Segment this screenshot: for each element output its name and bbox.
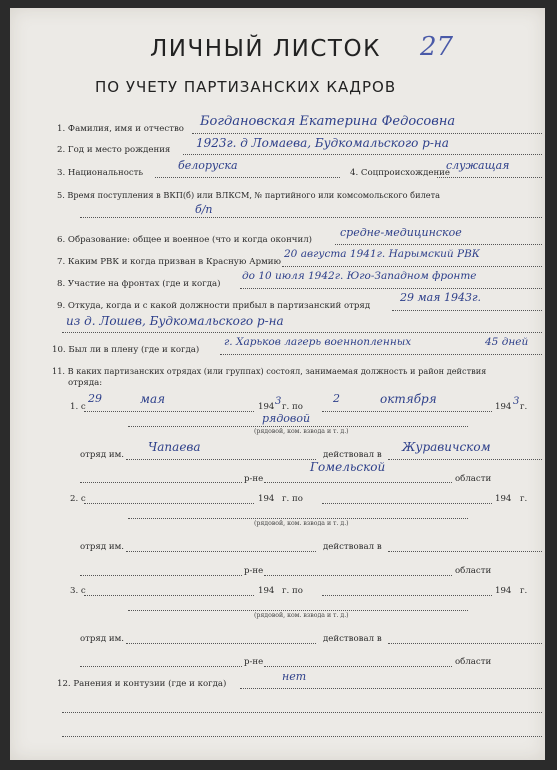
entry-3-oblast-label: области (455, 657, 492, 667)
entry-3-acted-line (388, 643, 542, 644)
entry-3-to-suffix: г. (520, 586, 528, 596)
field-7-label: 7. Каким РВК и когда призван в Красную Армию (57, 257, 281, 267)
field-9-line (392, 310, 542, 311)
field-2-label: 2. Год и место рождения (57, 145, 171, 155)
form-title: ЛИЧНЫЙ ЛИСТОК (150, 36, 381, 62)
entry-3-to-year: 194 (495, 586, 512, 596)
entry-2-from-suffix: г. по (282, 494, 303, 504)
entry-1-to-month: октября (380, 392, 437, 406)
field-12-value: нет (282, 670, 307, 683)
field-2-value: 1923г. д Ломаева, Будкомальского р-на (196, 136, 449, 150)
entry-3-position-line (128, 610, 468, 611)
entry-2-oblast-line (264, 575, 452, 576)
field-6-label: 6. Образование: общее и военное (что и когда окончил) (57, 235, 313, 245)
entry-2-raion-label: р-не (244, 566, 264, 576)
field-12-line-2 (62, 712, 542, 713)
entry-1-from-year-digit: 3 (275, 396, 282, 407)
entry-2-oblast-label: области (455, 566, 492, 576)
field-12-label: 12. Ранения и контузии (где и когда) (57, 679, 227, 689)
field-7-value: 20 августа 1941г. Нарымский РВК (284, 248, 480, 260)
field-3-line (155, 177, 340, 178)
entry-1-acted-line (388, 459, 542, 460)
entry-2-caption: (рядовой, ком. взвода и т. д.) (254, 520, 349, 527)
field-8-value: до 10 июля 1942г. Юго-Западном фронте (242, 270, 477, 282)
entry-1-raion-label: р-не (244, 474, 264, 484)
entry-3-caption: (рядовой, ком. взвода и т. д.) (254, 612, 349, 619)
entry-2-from-year: 194 (258, 494, 275, 504)
field-4-label: 4. Соцпроисхождение (350, 168, 450, 178)
entry-1-raion-line (80, 482, 242, 483)
entry-2-position-line (128, 518, 468, 519)
field-7-line (282, 266, 542, 267)
entry-1-acted-value: Журавичском (402, 440, 491, 454)
entry-1-to-suffix: г. (520, 402, 528, 412)
field-11-label-cont: отряда: (68, 378, 103, 388)
entry-3-unit-line (126, 643, 316, 644)
entry-1-region-value: Гомельской (310, 460, 386, 474)
entry-3-unit-label: отряд им. (80, 634, 125, 644)
entry-1-from-line (84, 411, 254, 412)
entry-1-from-suffix: г. по (282, 402, 303, 412)
field-5-value: б/п (195, 203, 213, 216)
entry-3-from-line (84, 595, 254, 596)
field-4-line (437, 177, 542, 178)
field-9-value-line2: из д. Лошев, Будкомальского р-на (66, 314, 284, 328)
field-11-label: 11. В каких партизанских отрядах (или группах) состоял, занимаемая должность и район действия (52, 366, 487, 376)
entry-2-to-year: 194 (495, 494, 512, 504)
handwritten-number-mark: 27 (420, 32, 454, 62)
entry-1-position-line (128, 426, 468, 427)
field-10-value: г. Харьков лагерь военнопленных (224, 336, 412, 348)
field-10-line (220, 354, 542, 355)
field-12-line-3 (62, 736, 542, 737)
field-8-label: 8. Участие на фронтах (где и когда) (57, 279, 221, 289)
entry-2-unit-label: отряд им. (80, 542, 125, 552)
field-6-line (335, 244, 542, 245)
entry-2-raion-line (80, 575, 242, 576)
field-12-line (240, 688, 542, 689)
field-9-value-date: 29 мая 1943г. (400, 291, 482, 304)
entry-3-from-year: 194 (258, 586, 275, 596)
entry-2-acted-line (388, 551, 542, 552)
entry-1-position: рядовой (262, 412, 311, 425)
entry-2-to-line (322, 503, 492, 504)
field-4-value: служащая (446, 159, 510, 172)
entry-2-from-line (84, 503, 254, 504)
entry-3-raion-label: р-не (244, 657, 264, 667)
field-3-value: белоруска (178, 159, 238, 172)
field-5-line (80, 217, 542, 218)
entry-1-from-month: мая (140, 392, 166, 406)
entry-1-to-year-digit: 3 (513, 396, 520, 407)
field-1-label: 1. Фамилия, имя и отчество (57, 124, 184, 134)
field-6-value: средне-медицинское (340, 226, 462, 239)
entry-2-to-suffix: г. (520, 494, 528, 504)
entry-3-to-line (322, 595, 492, 596)
entry-3-raion-line (80, 666, 242, 667)
entry-1-unit-label: отряд им. (80, 450, 125, 460)
entry-3-num: 3. с (70, 586, 86, 596)
entry-3-acted-label: действовал в (323, 634, 382, 644)
entry-1-caption: (рядовой, ком. взвода и т. д.) (254, 428, 349, 435)
entry-3-from-suffix: г. по (282, 586, 303, 596)
entry-1-from-day: 29 (88, 392, 102, 405)
field-3-label: 3. Национальность (57, 168, 144, 178)
entry-2-num: 2. с (70, 494, 86, 504)
entry-1-from-year: 194 (258, 402, 275, 412)
entry-1-to-line (322, 411, 492, 412)
field-5-label: 5. Время поступления в ВКП(б) или ВЛКСМ, № партийного или комсомольского билета (57, 190, 441, 200)
entry-1-unit-line (126, 459, 316, 460)
entry-1-oblast-label: области (455, 474, 492, 484)
entry-3-oblast-line (264, 666, 452, 667)
field-1-value: Богдановская Екатерина Федосовна (200, 114, 456, 129)
form-subtitle: ПО УЧЕТУ ПАРТИЗАНСКИХ КАДРОВ (95, 78, 397, 96)
entry-1-to-year: 194 (495, 402, 512, 412)
field-2-line (183, 154, 542, 155)
entry-1-unit-value: Чапаева (148, 440, 201, 454)
field-10-value-extra: 45 дней (485, 336, 529, 348)
entry-1-to-day: 2 (333, 392, 340, 405)
field-9-label: 9. Откуда, когда и с какой должности прибыл в партизанский отряд (57, 301, 371, 311)
entry-2-unit-line (126, 551, 316, 552)
field-1-line (192, 133, 542, 134)
entry-1-oblast-line (264, 482, 452, 483)
field-9-line-2 (62, 332, 542, 333)
entry-1-acted-label: действовал в (323, 450, 382, 460)
field-8-line (240, 288, 542, 289)
entry-2-acted-label: действовал в (323, 542, 382, 552)
field-10-label: 10. Был ли в плену (где и когда) (52, 345, 200, 355)
entry-1-num: 1. с (70, 402, 86, 412)
